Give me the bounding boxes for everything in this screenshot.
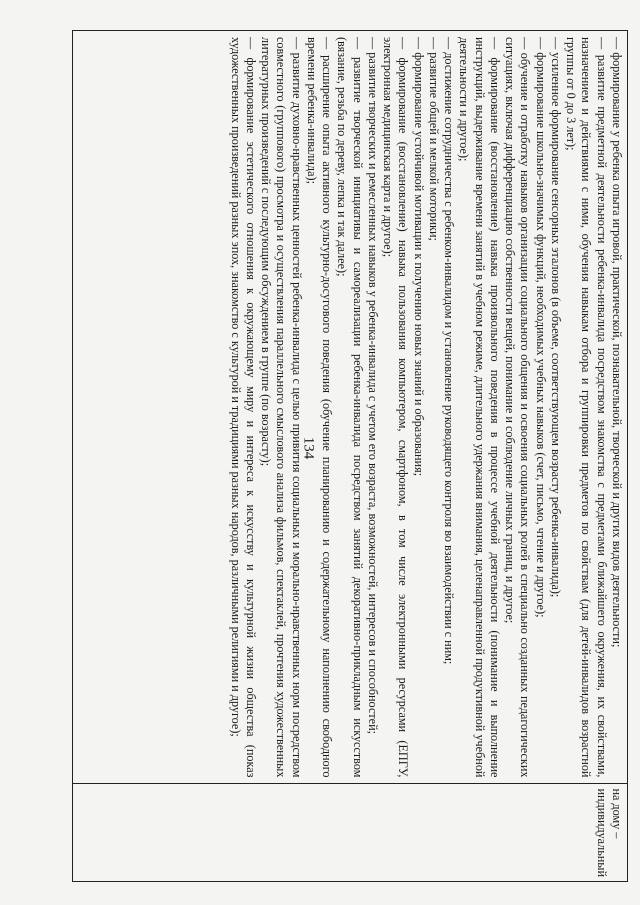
list-item: — развитие духовно-нравственных ценностей ребенка-инвалида с целью привития социальных и морально-нравственных норм посредством совместного (группового) просмотра и осуществления параллельного смыслового анализа фильмов, спектаклей, прочтения художественных литературных произведений с последующим обсуждением в группе (по возрасту);	[259, 37, 304, 778]
list-item: — формирование (восстановление) навыка пользования компьютером, смартфоном, в том числе электронными ресурсами (ЕПГУ, электронная медицинская карта и другое);	[381, 37, 411, 778]
list-item: — развитие предметной деятельности ребенка-инвалида посредством знакомства с предметами ближайшего окружения, их свойствами, назначением и действиями с ними, обучения навыкам отбора и группировки предметов по свойствам (для детей-инвалидов возрастной группы от 0 до 3 лет);	[564, 37, 609, 778]
list-item: — формирование у ребенка опыта игровой, практической, познавательной, творческой и других видов деятельности;	[610, 37, 624, 648]
list-item: — формирование школьно-значимых функций, необходимых учебных навыков (счет, письмо, чтение и другое);	[533, 37, 548, 618]
list-item: — формирование (восстановление) навыка произвольного поведения в процессе учебной деятельности (понимание и выполнение инструкций, выдерживание времени занятий в учебном режиме, длительного удержания внимания, целенаправленной продуктивной учебной деятельности и другое);	[457, 37, 502, 778]
list-item: — формирование эстетического отношения к окружающему миру и интереса к искусству и культурной жизни общества (показ художественных произведений разных эпох, знакомство с культурой и традициями разных народов, различными религиями и другое);	[228, 37, 258, 778]
service-form-cell: на дому – индивидуальный	[594, 788, 624, 878]
list-item: — формирование устойчивой мотивации к получению новых знаний и образования;	[411, 37, 426, 477]
services-table	[72, 30, 628, 882]
page-number: 134	[300, 436, 317, 460]
list-item: — достижение сотрудничества с ребенком-инвалидом и установление руководящего контроля во взаимодействии с ним;	[442, 37, 457, 665]
list-item: — развитие творческих и ремесленных навыков у ребенка-инвалида с учетом его возраста, возможностей, интересов и способностей;	[366, 37, 380, 734]
list-item: — развитие творческой инициативы и самореализации ребенка-инвалида посредством занятий декоративно-прикладным искусством (вязание, резьба по дереву, лепка и так далее);	[335, 37, 365, 778]
services-list-cell	[73, 31, 627, 784]
list-item: — расширение опыта активного культурно-досугового поведения (обучение планированию и содержательному наполнению свободного времени ребенка-инвалида);	[305, 37, 335, 778]
list-item: — развитие общей и мелкой моторики;	[427, 37, 441, 241]
rotated-page	[72, 30, 628, 882]
list-item: — обучение и отработку навыков организации социального общения и освоения социальных ролей в специально созданных педагогических ситуациях, включая дифференциацию собственности вещей, понимание и соблюдение личных границ, и другое;	[503, 37, 533, 778]
list-item: — усиленное формирование сенсорных эталонов (в объеме, соответствующем возрасту ребенка-инвалида);	[549, 37, 563, 598]
